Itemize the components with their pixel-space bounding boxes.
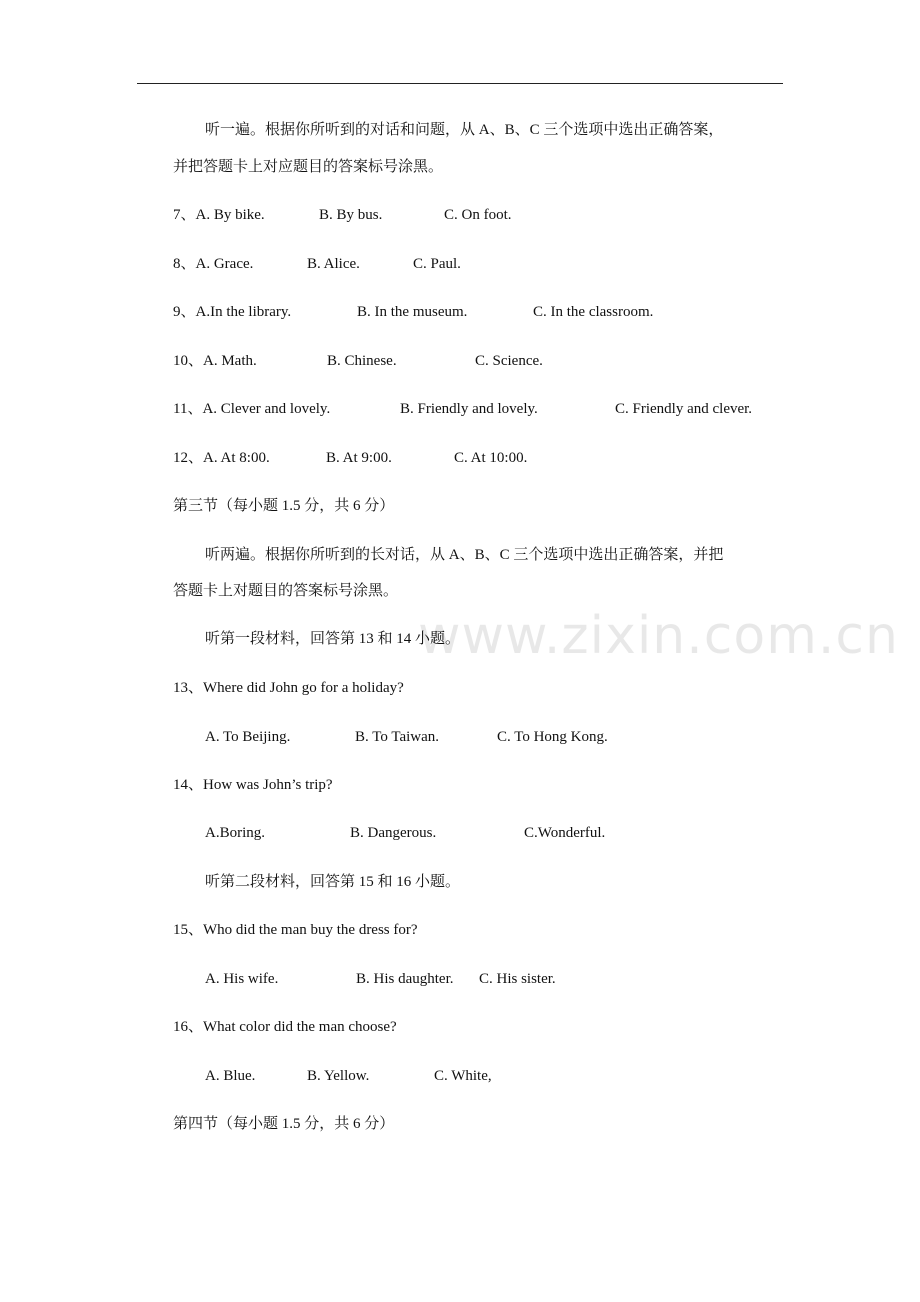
option-c: C. In the classroom. — [533, 304, 654, 320]
question-8 — [173, 254, 461, 274]
option-c: C.Wonderful. — [524, 825, 606, 841]
question-number: 14、 — [173, 777, 204, 793]
option-a: A. By bike. — [195, 207, 265, 223]
question-number: 7、 — [173, 207, 196, 223]
section-3-heading: 第三节（每小题 1.5 分，共 6 分） — [173, 498, 395, 514]
option-a: A. Blue. — [205, 1068, 256, 1084]
material-1-note: 听第一段材料，回答第 13 和 14 小题。 — [205, 631, 461, 647]
watermark: www.zixin.com.cn — [418, 606, 899, 666]
question-number: 11、 — [173, 401, 203, 417]
option-c: C. Friendly and clever. — [615, 401, 753, 417]
instructions-line-1: 听一遍。根据你所听到的对话和问题，从 A、B、C 三个选项中选出正确答案， — [205, 122, 724, 138]
option-c: C. To Hong Kong. — [497, 729, 608, 745]
option-b: B. Dangerous. — [350, 825, 437, 841]
question-11 — [173, 399, 753, 419]
section-4-heading: 第四节（每小题 1.5 分，共 6 分） — [173, 1116, 395, 1132]
section-3-instructions-line-2: 答题卡上对题目的答案标号涂黑。 — [173, 583, 399, 599]
instructions-line-2: 并把答题卡上对应题目的答案标号涂黑。 — [173, 159, 444, 175]
option-b: B. Alice. — [307, 256, 360, 272]
option-a: A. Math. — [203, 353, 257, 369]
question-number: 9、 — [173, 304, 196, 320]
question-number: 16、 — [173, 1019, 204, 1035]
question-7 — [173, 205, 512, 225]
question-14-options — [205, 823, 606, 843]
question-16-options — [205, 1066, 492, 1086]
option-a: A. At 8:00. — [203, 450, 270, 466]
question-13 — [173, 678, 404, 698]
option-b: B. Chinese. — [327, 353, 397, 369]
question-number: 8、 — [173, 256, 196, 272]
option-a: A. Clever and lovely. — [202, 401, 331, 417]
option-b: B. By bus. — [319, 207, 383, 223]
question-number: 13、 — [173, 680, 204, 696]
question-text: What color did the man choose? — [203, 1019, 397, 1035]
option-b: B. His daughter. — [356, 971, 454, 987]
option-b: B. To Taiwan. — [355, 729, 440, 745]
section-3-instructions-line-1: 听两遍。根据你所听到的长对话，从 A、B、C 三个选项中选出正确答案，并把 — [205, 547, 724, 563]
option-a: A.Boring. — [205, 825, 265, 841]
question-text: How was John’s trip? — [203, 777, 333, 793]
question-number: 15、 — [173, 922, 204, 938]
option-a: A.In the library. — [195, 304, 292, 320]
option-c: C. On foot. — [444, 207, 512, 223]
question-number: 10、 — [173, 353, 204, 369]
option-b: B. Friendly and lovely. — [400, 401, 538, 417]
option-a: A. To Beijing. — [205, 729, 291, 745]
question-15 — [173, 920, 418, 940]
question-9 — [173, 302, 654, 322]
question-10 — [173, 351, 543, 371]
question-15-options — [205, 969, 556, 989]
option-b: B. Yellow. — [307, 1068, 370, 1084]
option-c: C. White, — [434, 1068, 492, 1084]
option-c: C. His sister. — [479, 971, 556, 987]
option-c: C. At 10:00. — [454, 450, 528, 466]
question-16 — [173, 1017, 397, 1037]
option-a: A. Grace. — [195, 256, 254, 272]
material-2-note: 听第二段材料，回答第 15 和 16 小题。 — [205, 874, 461, 890]
option-b: B. At 9:00. — [326, 450, 392, 466]
question-13-options — [205, 727, 608, 747]
question-text: Where did John go for a holiday? — [203, 680, 404, 696]
question-number: 12、 — [173, 450, 204, 466]
header-rule — [137, 83, 783, 84]
question-14 — [173, 775, 333, 795]
question-text: Who did the man buy the dress for? — [203, 922, 418, 938]
option-c: C. Paul. — [413, 256, 461, 272]
option-a: A. His wife. — [205, 971, 279, 987]
option-b: B. In the museum. — [357, 304, 468, 320]
option-c: C. Science. — [475, 353, 543, 369]
question-12 — [173, 448, 528, 468]
